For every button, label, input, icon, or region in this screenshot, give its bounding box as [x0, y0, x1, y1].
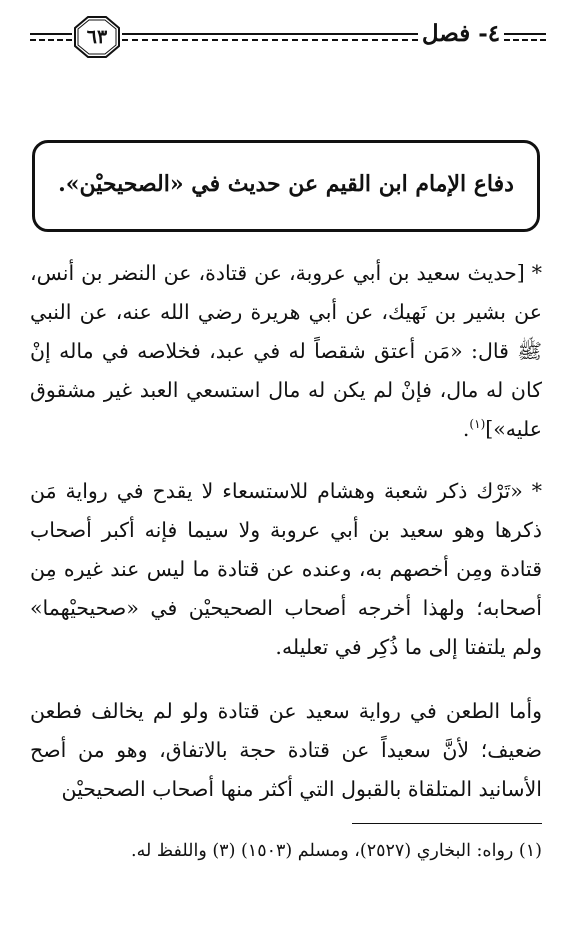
header-rule-right [504, 33, 546, 41]
header-rule-middle [122, 33, 418, 41]
paragraph-text: وأما الطعن في رواية سعيد عن قتادة ولو لم يخالف فطعن ضعيف؛ لأنَّ سعيداً عن قتادة حجة بالاتفاق، وهو من أصح الأسانيد المتلقاة بالقبول التي أكثر منها أصحاب الصحيحيْن [30, 699, 542, 801]
page-number-badge [74, 16, 120, 58]
footnote-reference: (١) [469, 417, 486, 432]
paragraph-end: . [462, 417, 470, 441]
header-rule-left [30, 33, 72, 41]
paragraph-text: * [حديث سعيد بن أبي عروبة، عن قتادة، عن النضر بن أنس، عن بشير بن نَهيك، عن أبي هريرة رضي الله عنه، عن النبي ﷺ قال: «مَن أعتق شقصاً له في عبد، فخلاصه في ماله إنْ كان له مال، فإنْ لم يكن له مال استسعي العبد غير مشقوق عليه»] [30, 261, 542, 441]
paragraph-commentary [30, 472, 542, 667]
footnote: (١) رواه: البخاري (٢٥٢٧)، ومسلم (١٥٠٣) (٣) واللفظ له. [131, 841, 542, 861]
paragraph-continuation [30, 692, 542, 809]
footnote-divider [352, 823, 542, 824]
page-number: ٦٣ [86, 26, 108, 48]
page-header [22, 14, 550, 60]
paragraph-hadith [30, 254, 542, 449]
section-title: دفاع الإمام ابن القيم عن حديث في «الصحيحيْن». [58, 171, 514, 197]
section-title-box [32, 140, 540, 232]
chapter-title: ٤- فصل [421, 20, 501, 47]
paragraph-text: * «تَرْك ذكر شعبة وهشام للاستسعاء لا يقدح في رواية مَن ذكرها وهو سعيد بن أبي عروبة ولا سيما فإنه أكبر أصحاب قتادة ومِن أخصهم به، وعنده عن قتادة ما ليس عند غيره مِن أصحابه؛ ولهذا أخرجه أصحاب الصحيحيْن في «صحيحيْهما» ولم يلتفتا إلى ما ذُكِر في تعليله. [30, 479, 542, 659]
